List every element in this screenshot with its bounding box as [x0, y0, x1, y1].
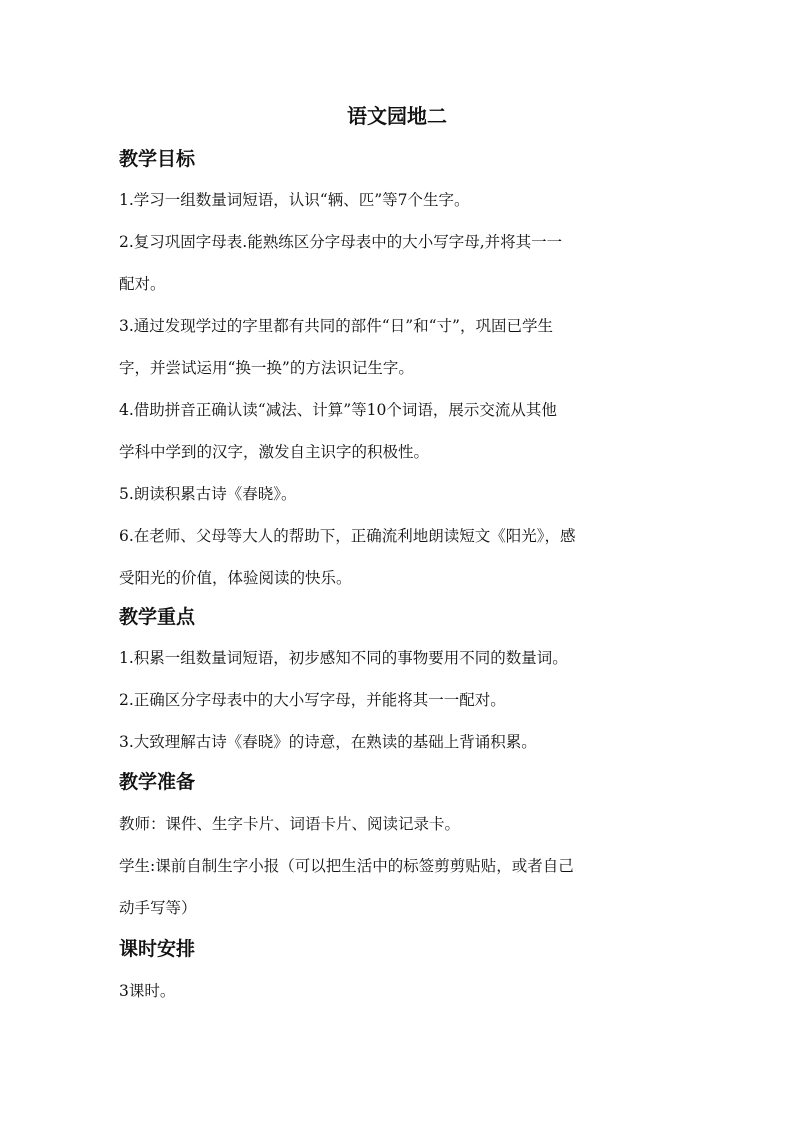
objective-line: 字，并尝试运用“换一换”的方法识记生字。: [119, 359, 414, 377]
section-heading-key-points: 教学重点: [119, 606, 196, 628]
objective-line: 2.复习巩固字母表.能熟练区分字母表中的大小写字母,并将其一一: [119, 233, 563, 251]
key-point-line: 2.正确区分字母表中的大小写字母，并能将其一一配对。: [119, 691, 506, 709]
objective-line: 4.借助拼音正确认读“减法、计算”等10个词语，展示交流从其他: [119, 401, 557, 419]
key-point-line: 1.积累一组数量词短语，初步感知不同的事物要用不同的数量词。: [119, 649, 568, 667]
section-heading-schedule: 课时安排: [119, 938, 196, 960]
preparation-line: 学生:课前自制生字小报（可以把生活中的标签剪剪贴贴，或者自己: [119, 857, 574, 875]
section-heading-objectives: 教学目标: [119, 148, 196, 170]
preparation-line: 动手写等）: [119, 899, 197, 917]
objective-line: 学科中学到的汉字，激发自主识字的积极性。: [119, 443, 430, 461]
objective-line: 3.通过发现学过的字里都有共同的部件“日”和“寸”，巩固已学生: [119, 317, 553, 335]
preparation-line: 教师：课件、生字卡片、词语卡片、阅读记录卡。: [119, 815, 461, 833]
section-heading-preparation: 教学准备: [119, 771, 196, 793]
objective-line: 1.学习一组数量词短语，认识“辆、匹”等7个生字。: [119, 191, 470, 209]
document-title: 语文园地二: [347, 104, 447, 128]
objective-line: 配对。: [119, 275, 166, 293]
objective-line: 5.朗读积累古诗《春晓》。: [119, 485, 297, 503]
key-point-line: 3.大致理解古诗《春晓》的诗意，在熟读的基础上背诵积累。: [119, 733, 537, 751]
objective-line: 6.在老师、父母等大人的帮助下，正确流利地朗读短文《阳光》，感: [119, 527, 576, 545]
objective-line: 受阳光的价值，体验阅读的快乐。: [119, 569, 352, 587]
schedule-line: 3课时。: [119, 982, 176, 1000]
